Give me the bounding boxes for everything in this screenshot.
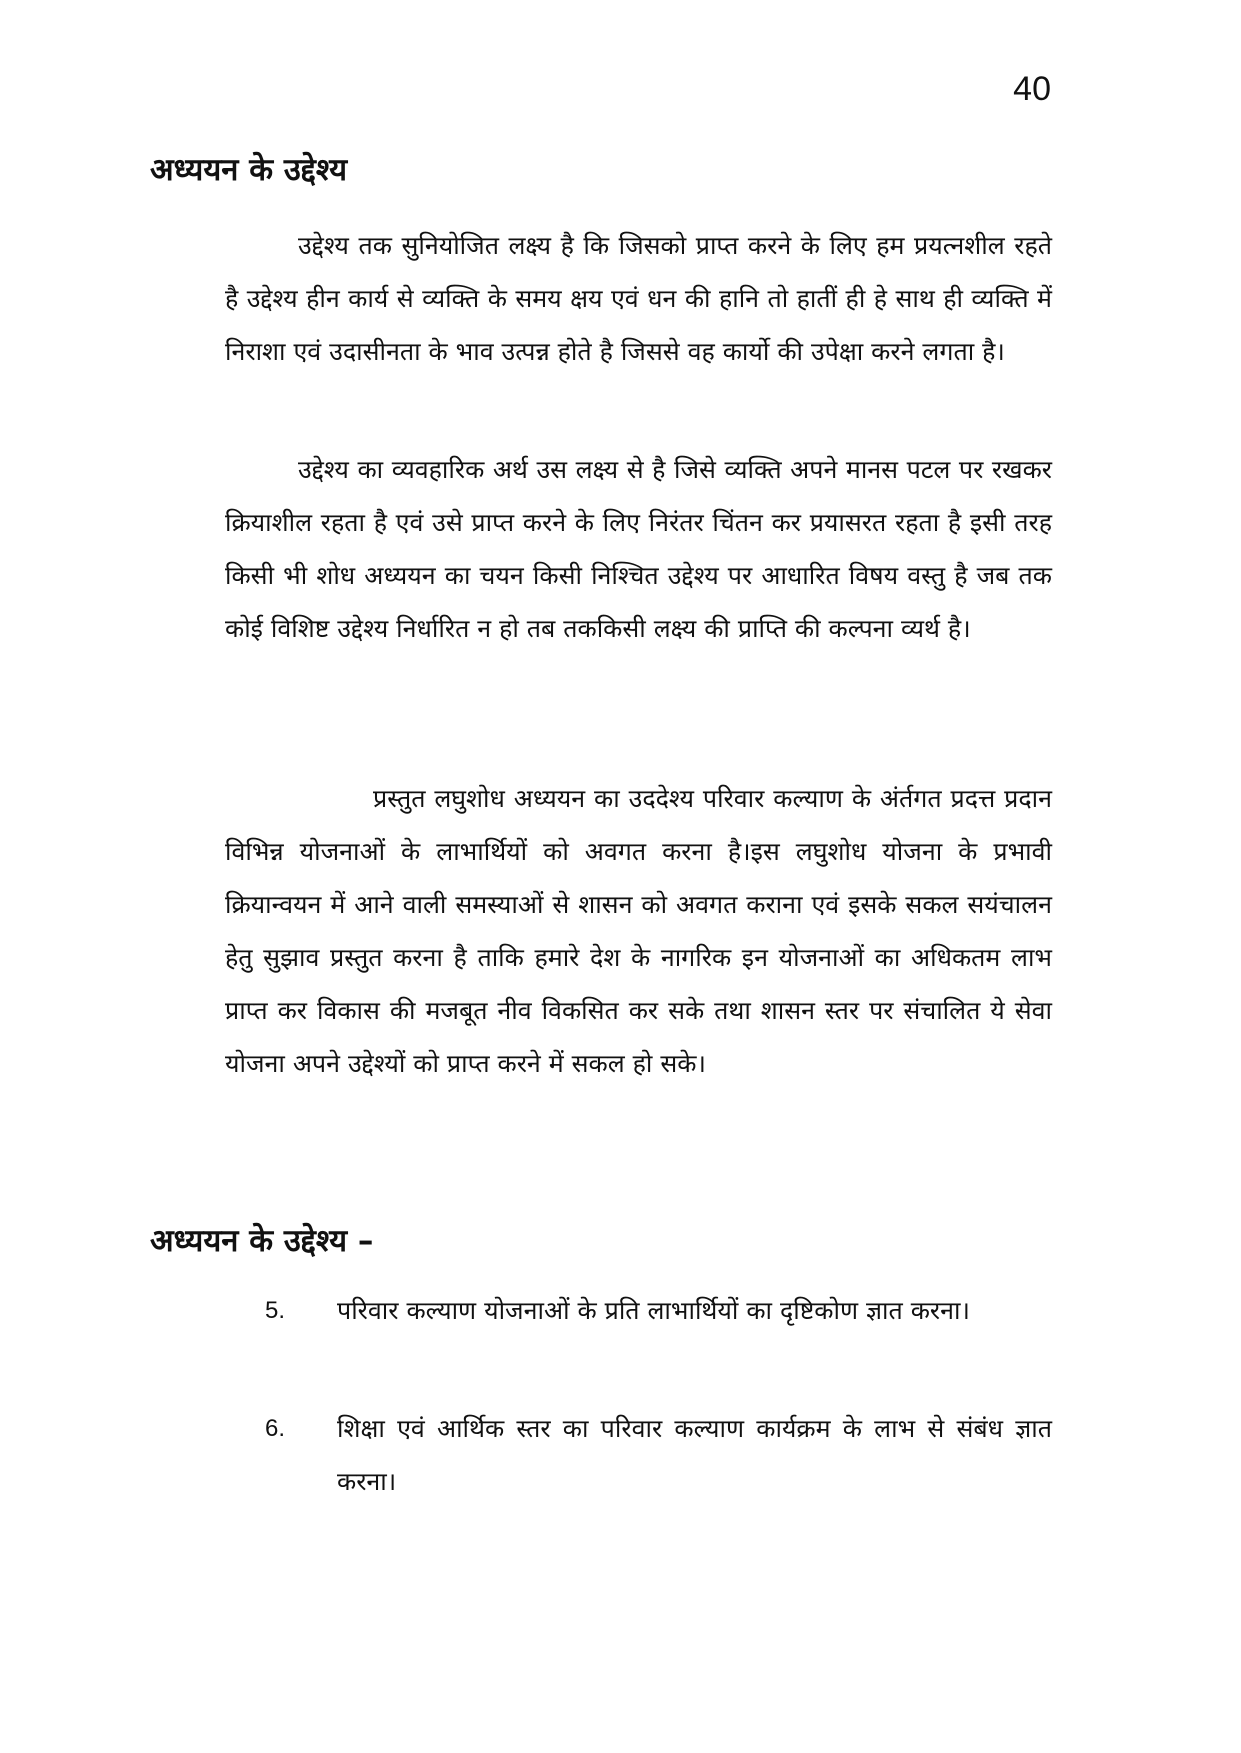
objectives-heading: अध्ययन के उद्देश्य – — [150, 1223, 374, 1259]
paragraph-study-purpose: प्रस्तुत लघुशोध अध्ययन का उददेश्य परिवार कल्याण के अंर्तगत प्रदत्त प्रदान विभिन्न योजनाओं के लाभार्थियों को अवगत करना है।इस लघुशोध योजना के प्रभावी क्रियान्वयन में आने वाली समस्याओं से शासन को अवगत कराना एवं इसके सकल सयंचालन हेतु सुझाव प्रस्तुत करना है ताकि हमारे देश के नागरिक इन योजनाओं का अधिकतम लाभ प्राप्त कर विकास की मजबूत नीव विकसित कर सके तथा शासन स्तर पर संचालित ये सेवा योजना अपने उद्देश्यों को प्राप्त करने में सकल हो सके। — [225, 784, 1052, 1078]
paragraph-objective-meaning: उद्देश्य का व्यवहारिक अर्थ उस लक्ष्य से है जिसे व्यक्ति अपने मानस पटल पर रखकर क्रियाशील रहता है एवं उसे प्राप्त करने के लिए निरंतर चिंतन कर प्रयासरत रहता है इसी तरह किसी भी शोध अध्ययन का चयन किसी निश्चित उद्देश्य पर आधारित विषय वस्तु है जब तक कोई विशिष्ट उद्देश्य निर्धारित न हो तब तककिसी लक्ष्य की प्राप्ति की कल्पना व्यर्थ है। — [225, 455, 1052, 643]
objective-number: 6. — [265, 1415, 286, 1442]
objective-text: परिवार कल्याण योजनाओं के प्रति लाभार्थियों का दृष्टिकोण ज्ञात करना। — [337, 1296, 970, 1325]
objective-number: 5. — [265, 1297, 286, 1324]
objective-text: शिक्षा एवं आर्थिक स्तर का परिवार कल्याण कार्यक्रम के लाभ से संबंध ज्ञात करना। — [337, 1414, 1052, 1496]
section-heading: अध्ययन के उद्देश्य — [150, 152, 348, 188]
paragraph-objective-definition: उद्देश्य तक सुनियोजित लक्ष्य है कि जिसको प्राप्त करने के लिए हम प्रयत्नशील रहते है उद्देश्य हीन कार्य से व्यक्ति के समय क्षय एवं धन की हानि तो हातीं ही हे साथ ही व्यक्ति में निराशा एवं उदासीनता के भाव उत्पन्न होते है जिससे वह कार्यो की उपेक्षा करने लगता है। — [225, 231, 1052, 366]
page-number: 40 — [1013, 70, 1051, 108]
